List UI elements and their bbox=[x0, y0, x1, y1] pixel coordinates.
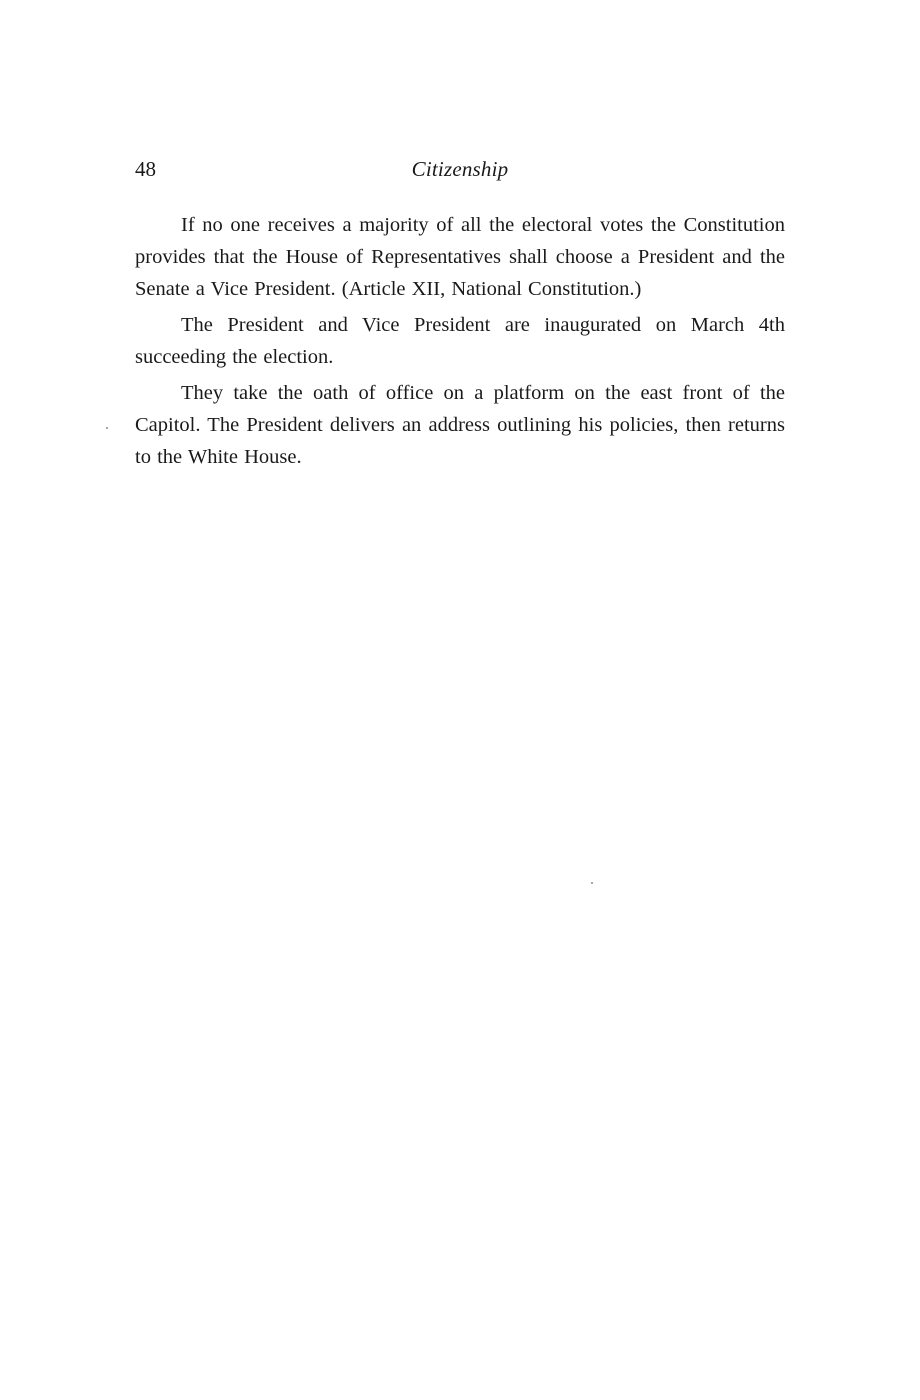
paragraph: The President and Vice President are inaugurated on March 4th succeeding the election. bbox=[135, 314, 785, 368]
paragraph: If no one receives a majority of all the electoral votes the Constitution provides that the House of Representatives shall choose a President and the Senate a Vice President. (Article XII, National Constitution.) bbox=[135, 214, 785, 300]
body-text bbox=[135, 209, 785, 477]
page-number: 48 bbox=[135, 157, 156, 181]
scan-speck bbox=[106, 427, 108, 429]
paragraph: They take the oath of office on a platform on the east front of the Capitol. The President delivers an address outlining his policies, then returns to the White House. bbox=[135, 382, 785, 468]
running-title: Citizenship bbox=[411, 157, 509, 181]
scan-speck bbox=[591, 882, 593, 884]
